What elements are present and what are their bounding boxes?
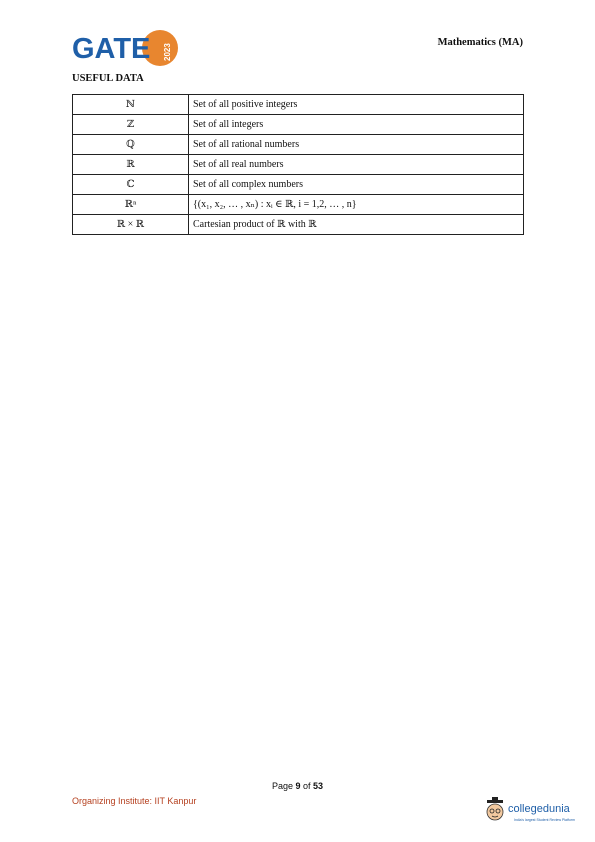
mascot-icon <box>487 797 503 820</box>
table-row <box>73 175 524 195</box>
description-cell: Cartesian product of ℝ with ℝ <box>189 215 524 235</box>
symbol-cell: ℂ <box>73 175 189 195</box>
table-row <box>73 215 524 235</box>
description-cell: Set of all complex numbers <box>189 175 524 195</box>
collegedunia-logo <box>484 795 592 827</box>
subject-title: Mathematics (MA) <box>437 37 523 48</box>
description-cell: Set of all integers <box>189 115 524 135</box>
description-cell: Set of all real numbers <box>189 155 524 175</box>
organizing-institute: Organizing Institute: IIT Kanpur <box>72 796 197 806</box>
page-of: of <box>300 781 314 791</box>
brand-name: collegedunia <box>508 803 570 815</box>
symbol-cell: ℤ <box>73 115 189 135</box>
page-prefix: Page <box>271 781 296 791</box>
page-total: 53 <box>313 781 324 791</box>
useful-data-table <box>72 94 524 235</box>
gate-2023-logo <box>72 28 182 68</box>
description-cell: {(x₁, x₂, … , xₙ) : xᵢ ∈ ℝ, i = 1,2, … , n} <box>189 195 524 215</box>
table-row <box>73 115 524 135</box>
table-row <box>73 135 524 155</box>
symbol-cell: ℝⁿ <box>73 195 189 215</box>
table-row <box>73 95 524 115</box>
logo-year-text: 2023 <box>163 43 172 61</box>
description-cell: Set of all rational numbers <box>189 135 524 155</box>
symbol-cell: ℕ <box>73 95 189 115</box>
table-row <box>73 195 524 215</box>
symbol-cell: ℝ × ℝ <box>73 215 189 235</box>
table-row <box>73 155 524 175</box>
description-cell: Set of all positive integers <box>189 95 524 115</box>
symbol-cell: ℝ <box>73 155 189 175</box>
page-current: 9 <box>295 781 301 791</box>
brand-tagline: India's largest Student Review Platform <box>514 818 575 822</box>
symbol-cell: ℚ <box>73 135 189 155</box>
logo-gate-text: GATE <box>72 33 151 65</box>
page-number <box>0 781 595 791</box>
section-title: USEFUL DATA <box>72 73 144 84</box>
